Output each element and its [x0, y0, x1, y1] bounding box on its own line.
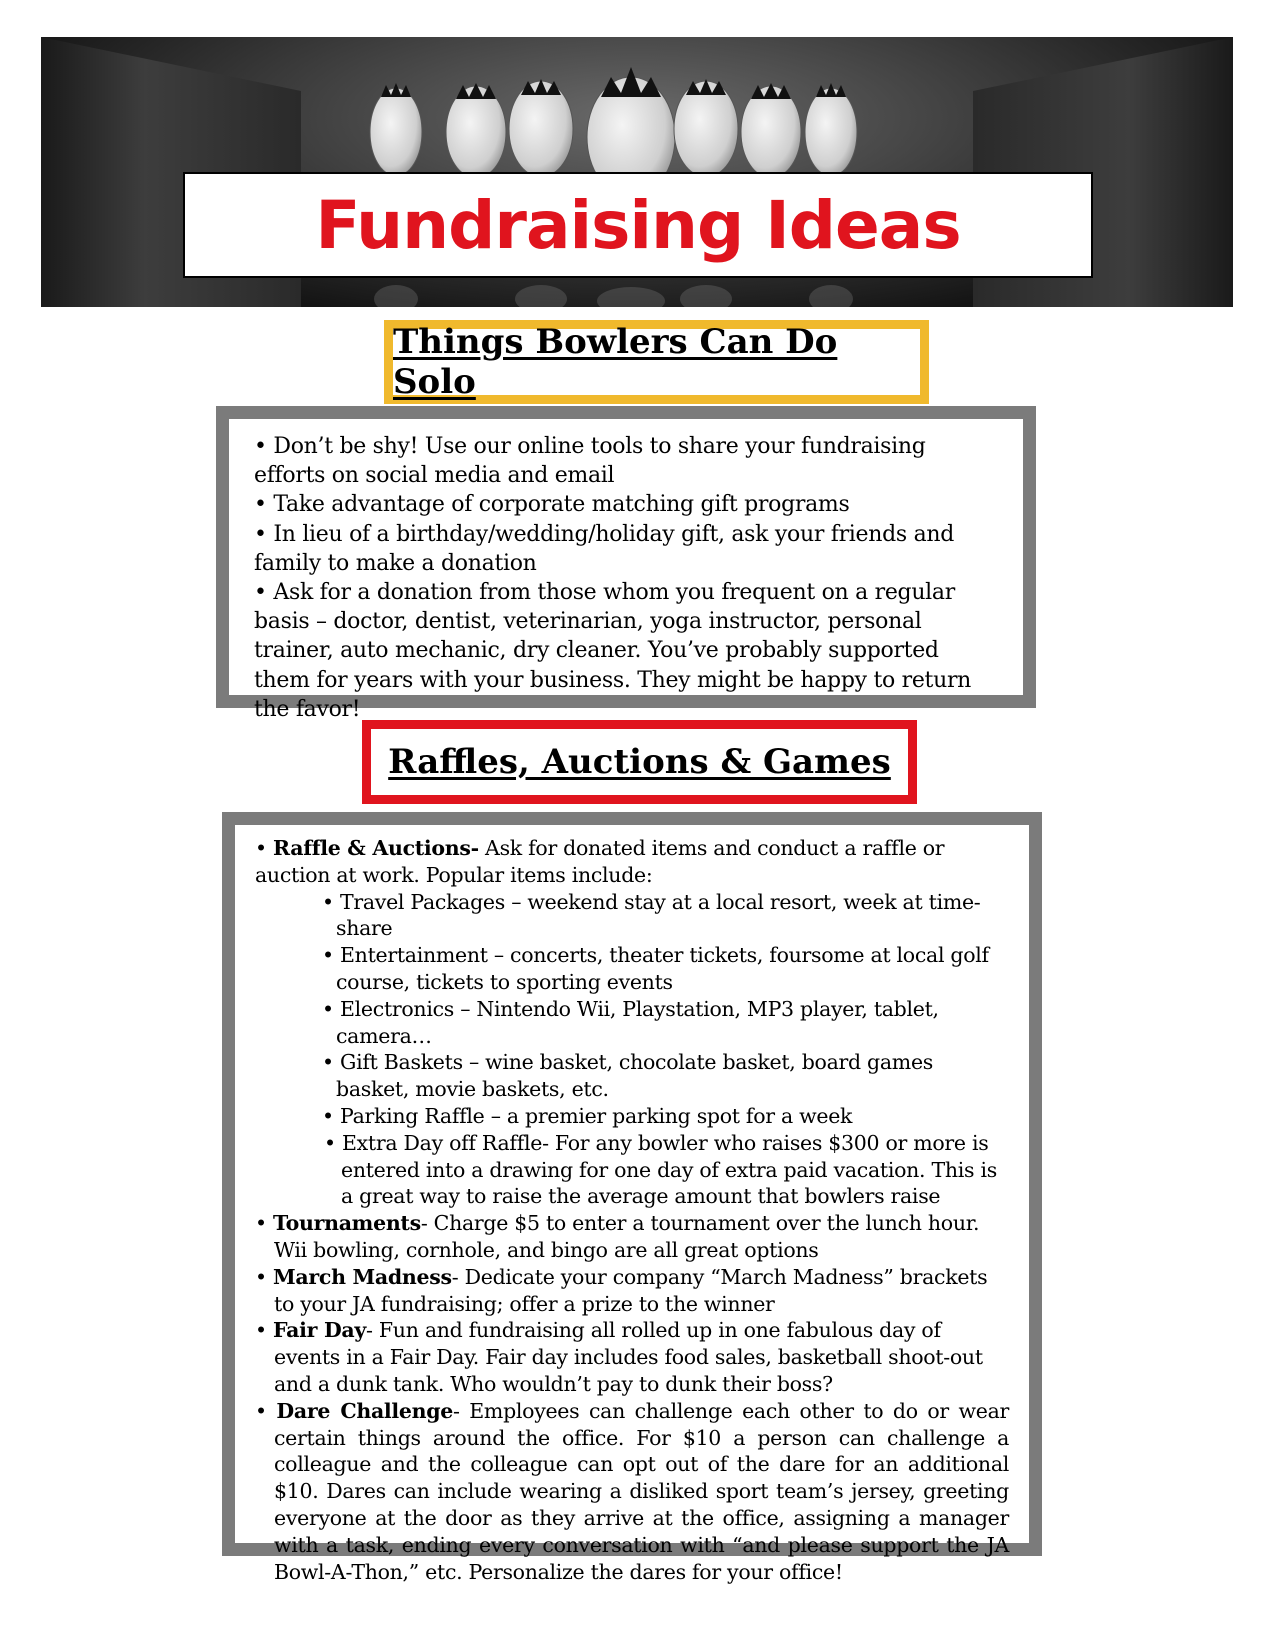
list-item: • Ask for a donation from those whom you frequent on a regular basis – doctor, dentist, veterinarian, yoga instructor, personal trainer, auto mechanic, dry cleaner. You’ve probably supported them for years with your business. They might be happy to return the favor!: [254, 580, 972, 722]
item-text: - Fun and fundraising all rolled up in one fabulous day of events in a Fair Day. Fair day includes food sales, basketball shoot-out and a dunk tank. Who wouldn’t pay to dunk their boss?: [274, 1318, 983, 1396]
item-label: Fair Day: [273, 1318, 367, 1343]
item-text: - Charge $5 to enter a tournament over the lunch hour. Wii bowling, cornhole, and bingo are all great options: [274, 1211, 980, 1262]
item-label: Tournaments: [273, 1211, 421, 1236]
list-item-tournaments: [255, 1210, 1009, 1264]
title-box: [183, 172, 1093, 278]
bullet: •: [255, 1264, 267, 1289]
section-title-solo: Things Bowlers Can Do Solo: [393, 322, 838, 402]
raffle-ideas-box: [222, 812, 1042, 1584]
item-label: Dare Challenge: [276, 1398, 454, 1423]
item-label: March Madness: [273, 1264, 452, 1289]
sub-list-item: • Travel Packages – weekend stay at a local resort, week at time-share: [322, 889, 981, 941]
header-banner: [41, 37, 1233, 307]
sub-list-item: • Gift Baskets – wine basket, chocolate basket, board games basket, movie baskets, etc.: [322, 1050, 933, 1102]
item-text: - Employees can challenge each other to do or wear certain things around the office. For $10 a person can challenge a colleague and the colleague can opt out of the dare for an additional $10. Dares can include wearing a disliked sport team’s jersey, greeting everyone at the door as they arrive at the office, assigning a manager with a task, ending every conversation with “and please support the JA Bowl-A-Thon,” etc. Personalize the dares for your office!: [274, 1398, 1010, 1584]
sub-list-item: • Parking Raffle – a premier parking spot for a week: [322, 1103, 853, 1128]
bullet: •: [255, 1211, 267, 1236]
list-item-fair-day: [255, 1317, 1009, 1397]
solo-ideas-box: [216, 406, 1036, 722]
list-item-dare-challenge: [255, 1398, 1009, 1586]
list-item: • Don’t be shy! Use our online tools to share your fundraising efforts on social media and email: [254, 434, 926, 489]
page-title: Fundraising Ideas: [315, 186, 961, 264]
sub-list-item: • Entertainment – concerts, theater tickets, foursome at local golf course, tickets to sporting events: [322, 943, 989, 994]
item-label: Raffle & Auctions-: [273, 836, 479, 860]
list-item: • In lieu of a birthday/wedding/holiday gift, ask your friends and family to make a donation: [254, 521, 955, 576]
sub-list-item: • Extra Day off Raffle- For any bowler who raises $300 or more is entered into a drawing for one day of extra paid vacation. This is a great way to raise the average amount that bowlers raise: [324, 1130, 997, 1209]
list-item-raffle: [255, 835, 1009, 889]
bullet: •: [255, 1318, 267, 1343]
section-header-raffles: [362, 720, 917, 804]
section-header-solo: [384, 320, 929, 404]
section-title-raffles: Raffles, Auctions & Games: [388, 742, 891, 782]
bullet: •: [255, 836, 267, 860]
sub-list-item: • Electronics – Nintendo Wii, Playstation, MP3 player, tablet, camera…: [322, 996, 939, 1048]
bullet: •: [255, 1398, 267, 1423]
list-item-march-madness: [255, 1264, 1009, 1318]
item-text: Ask for donated items and conduct a raffle or auction at work. Popular items include:: [255, 836, 945, 887]
list-item: • Take advantage of corporate matching gift programs: [254, 492, 850, 518]
item-text: - Dedicate your company “March Madness” brackets to your JA fundraising; offer a prize to the winner: [274, 1264, 988, 1316]
